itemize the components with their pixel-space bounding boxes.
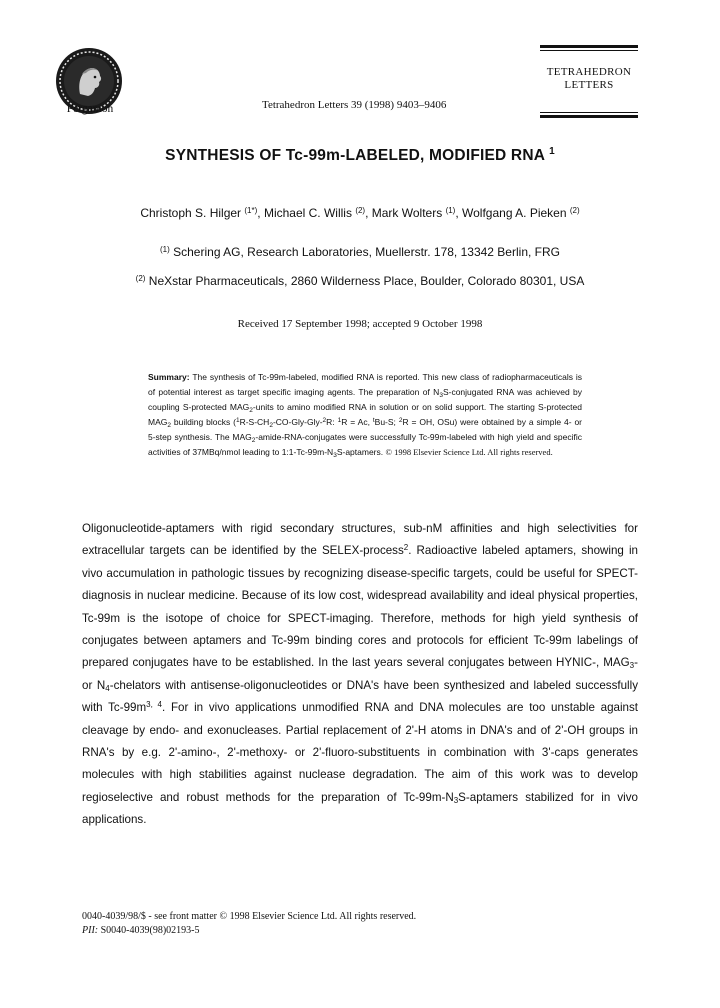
- summary-text: R-S-CH: [239, 417, 270, 427]
- summary-superscript: 1: [337, 417, 342, 424]
- summary-text: -units to amino modified RNA in solution or on solid support. The starting S-protected MAG: [148, 402, 582, 427]
- pii-label: PII:: [82, 925, 99, 936]
- publisher-name: Pergamon: [66, 103, 114, 115]
- pii-line: [82, 925, 200, 936]
- received-dates: Received 17 September 1998; accepted 9 October 1998: [237, 318, 483, 330]
- summary-text: -amide-RNA-conjugates were successfully Tc-99m-labeled with high yield and specific activities of 37MBq/nmol leading to 1:1-Tc-99m-N: [148, 432, 582, 457]
- summary-abstract: [148, 370, 582, 460]
- header-rule: [540, 115, 638, 118]
- author-affiliation-mark: (1*): [244, 206, 258, 215]
- reference-mark: 3, 4: [146, 700, 163, 710]
- summary-text: R = Ac,: [341, 417, 373, 427]
- paper-title-text: SYNTHESIS OF Tc-99m-LABELED, MODIFIED RNA: [165, 147, 545, 165]
- summary-copyright: © 1998 Elsevier Science Ltd. All rights reserved.: [385, 447, 553, 457]
- body-text: -chelators with antisense-oligonucleotides or DNA's have been synthesized and labeled successfully with Tc-99m: [82, 678, 638, 715]
- author-affiliation-mark: (1): [445, 206, 456, 215]
- affiliation-mark: (2): [135, 274, 146, 283]
- affiliation-mark: (1): [160, 245, 170, 254]
- author-affiliation-mark: (2): [569, 206, 580, 215]
- author-name: Christoph S. Hilger: [140, 206, 242, 220]
- summary-text: R = OH, OSu) were obtained by a simple 4- or 5-step synthesis. The MAG: [148, 417, 583, 442]
- body-subscript: 3: [629, 661, 635, 671]
- author-affiliation-mark: (2): [355, 206, 366, 215]
- body-subscript: 4: [105, 683, 110, 693]
- summary-label: Summary:: [148, 372, 190, 382]
- header-rule: [540, 45, 638, 48]
- summary-subscript: 2: [167, 422, 171, 429]
- author-separator: ,: [455, 206, 463, 220]
- summary-text: R:: [326, 417, 338, 427]
- journal-name-line1: TETRAHEDRON: [546, 66, 632, 78]
- affiliation: [0, 245, 720, 259]
- body-subscript: 3: [453, 795, 459, 805]
- author-separator: ,: [257, 206, 264, 220]
- summary-subscript: 2: [249, 407, 253, 414]
- header-rule: [540, 112, 638, 113]
- author-name: Wolfgang A. Pieken: [462, 206, 567, 220]
- body-paragraph: [82, 518, 638, 832]
- reference-mark: 2: [403, 543, 409, 553]
- summary-superscript: 2: [398, 417, 403, 424]
- header-rule: [540, 50, 638, 51]
- front-matter-line: 0040-4039/98/$ - see front matter © 1998 Elsevier Science Ltd. All rights reserved.: [82, 911, 417, 922]
- paper-title: [0, 146, 720, 165]
- summary-subscript: 2: [251, 437, 256, 444]
- body-text: Oligonucleotide-aptamers with rigid secondary structures, sub-nM affinities and high selectivities for extracellular targets can be identified by the SELEX-process: [82, 522, 638, 558]
- journal-name-line2: LETTERS: [564, 79, 614, 91]
- affiliation-text: NeXstar Pharmaceuticals, 2860 Wilderness Place, Boulder, Colorado 80301, USA: [148, 274, 585, 288]
- summary-text: S-aptamers.: [336, 447, 386, 457]
- body-text: - or N: [82, 656, 638, 692]
- affiliation: [0, 274, 720, 288]
- body-text: . Radioactive labeled aptamers, showing in vivo accumulation in pathologic tissues by recognizing disease-specific targets, could be useful for SPECT-diagnosis in nuclear medicine. Because of its low cost, widespread availability and ideal physical properties, Tc-99m is the isotope of choice for SPECT-imaging. Therefore, methods for high yield synthesis of conjugates between aptamers and Tc-99m binding cores and protocols for efficient Tc-99m labelings of prepared conjugates have to be established. In the last years several conjugates between HYNIC-, MAG: [82, 544, 638, 670]
- summary-subscript: 3: [333, 452, 337, 459]
- author-separator: ,: [365, 206, 372, 220]
- summary-superscript: 1: [235, 417, 240, 424]
- summary-subscript: 2: [269, 422, 273, 429]
- summary-text: building blocks (: [171, 417, 236, 427]
- pii-value: S0040-4039(98)02193-5: [98, 925, 200, 936]
- summary-text: The synthesis of Tc-99m-labeled, modified RNA is reported. This new class of radiopharmaceuticals is of potential interest as target specific imaging agents. The preparation of N: [148, 372, 582, 397]
- summary-text: S-conjugated RNA was achieved by coupling S-protected MAG: [148, 387, 582, 412]
- summary-text: -CO-Gly-Gly-: [272, 417, 323, 427]
- summary-text: Bu-S;: [374, 417, 399, 427]
- journal-name: [540, 66, 638, 92]
- body-text: S-aptamers stabilized for in vivo applications.: [82, 790, 638, 827]
- author-name: Mark Wolters: [371, 206, 443, 220]
- journal-citation: Tetrahedron Letters 39 (1998) 9403–9406: [262, 99, 447, 111]
- author-name: Michael C. Willis: [263, 206, 352, 220]
- body-text: . For in vivo applications unmodified RNA and DNA molecules are too unstable against cleavage by endo- and exonucleases. Partial replacement of 2'-H atoms in DNA's and of 2'-OH groups in RNA's by e.g. 2'-amino-, 2'-methoxy- or 2'-fluoro-substituents in combination with 3'-caps generates molecules with high stabilities against nuclease degradation. The aim of this work was to develop regioselective and robust methods for the preparation of Tc-99m-N: [82, 701, 639, 804]
- summary-superscript: t: [372, 417, 375, 424]
- author-list: [0, 206, 720, 220]
- summary-superscript: 2: [322, 417, 327, 424]
- title-footnote-mark: 1: [549, 146, 555, 157]
- summary-subscript: 3: [439, 392, 443, 399]
- affiliation-text: Schering AG, Research Laboratories, Muellerstr. 178, 13342 Berlin, FRG: [173, 245, 560, 259]
